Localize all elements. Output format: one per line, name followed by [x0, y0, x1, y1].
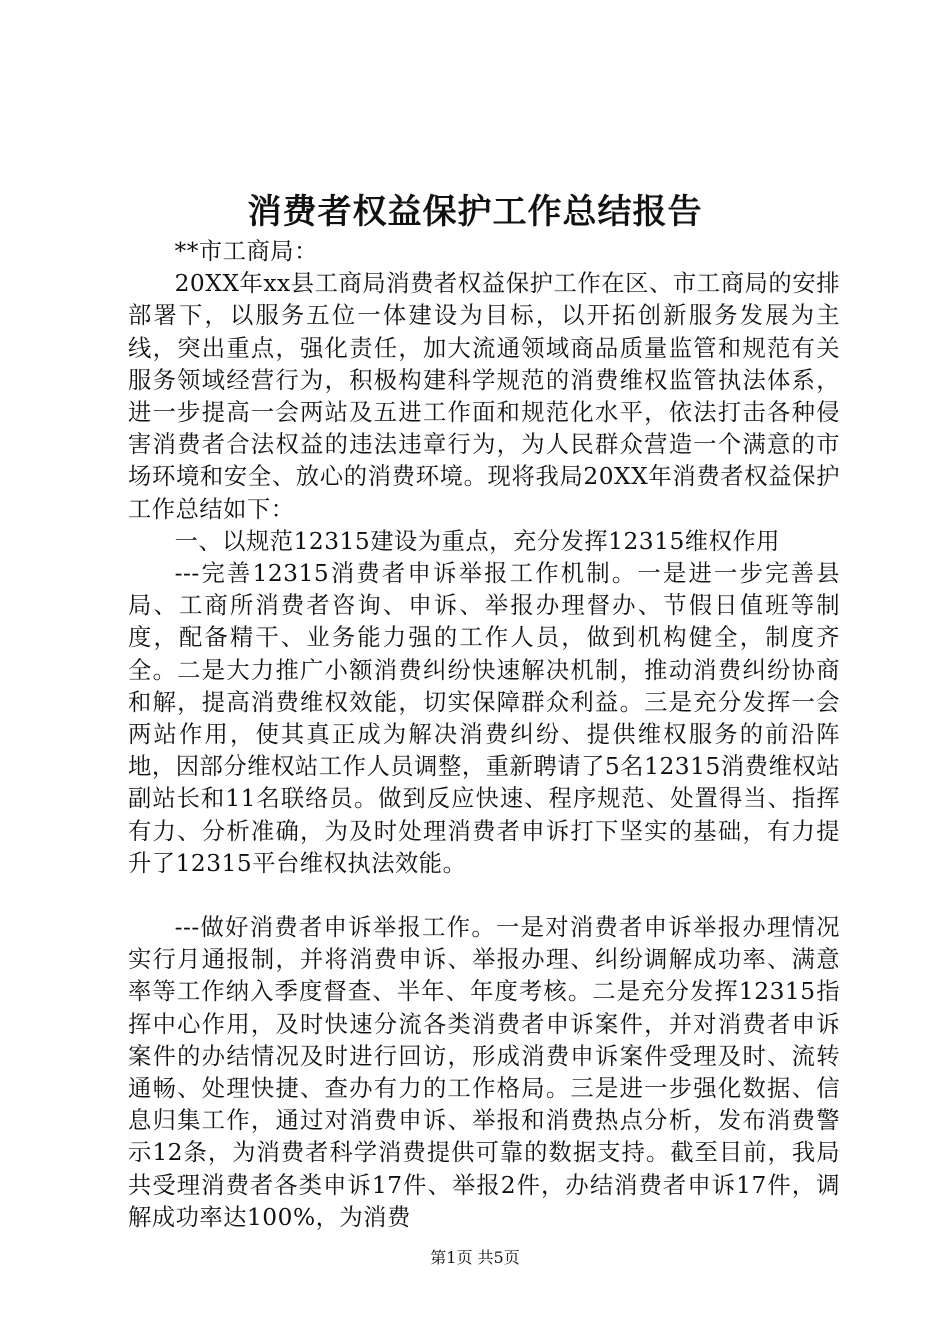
paragraph-mechanism: ---完善12315消费者申诉举报工作机制。一是进一步完善县局、工商所消费者咨询、申诉、举报办理督办、节假日值班等制度，配备精干、业务能力强的工作人员，做到机构健全，制度齐全。二是大力推广小额消费纠纷快速解决机制，推动消费纠纷协商和解，提高消费维权效能，切实保障群众利益。三是充分发挥一会两站作用，使其真正成为解决消费纠纷、提供维权服务的前沿阵地，因部分维权站工作人员调整，重新聘请了5名12315消费维权站副站长和11名联络员。做到反应快速、程序规范、处置得当、指挥有力、分析准确，为及时处理消费者申诉打下坚实的基础，有力提升了12315平台维权执法效能。	[128, 560, 840, 877]
section-heading: 一、以规范12315建设为重点，充分发挥12315维权作用	[174, 527, 780, 555]
document-title: 消费者权益保护工作总结报告	[247, 192, 703, 232]
page-number: 第1页 共5页	[430, 1248, 520, 1267]
paragraph-intro: 20XX年xx县工商局消费者权益保护工作在区、市工商局的安排部署下，以服务五位一体建设为目标，以开拓创新服务发展为主线，突出重点，强化责任，加大流通领域商品质量监管和规范有关服务领域经营行为，积极构建科学规范的消费维权监管执法体系，进一步提高一会两站及五进工作面和规范化水平，依法打击各种侵害消费者合法权益的违法违章行为，为人民群众营造一个满意的市场环境和安全、放心的消费环境。现将我局20XX年消费者权益保护工作总结如下：	[128, 270, 840, 523]
document-body	[128, 236, 840, 1234]
salutation: **市工商局：	[174, 238, 318, 265]
paragraph-complaints: ---做好消费者申诉举报工作。一是对消费者申诉举报办理情况实行月通报制，并将消费申诉、举报办理、纠纷调解成功率、满意率等工作纳入季度督查、半年、年度考核。二是充分发挥12315指挥中心作用，及时快速分流各类消费者申诉案件，并对消费者申诉案件的办结情况及时进行回访，形成消费申诉案件受理及时、流转通畅、处理快捷、查办有力的工作格局。三是进一步强化数据、信息归集工作，通过对消费申诉、举报和消费热点分析，发布消费警示12条，为消费者科学消费提供可靠的数据支持。截至目前，我局共受理消费者各类申诉17件、举报2件，办结消费者申诉17件，调解成功率达100%，为消费	[128, 914, 840, 1231]
